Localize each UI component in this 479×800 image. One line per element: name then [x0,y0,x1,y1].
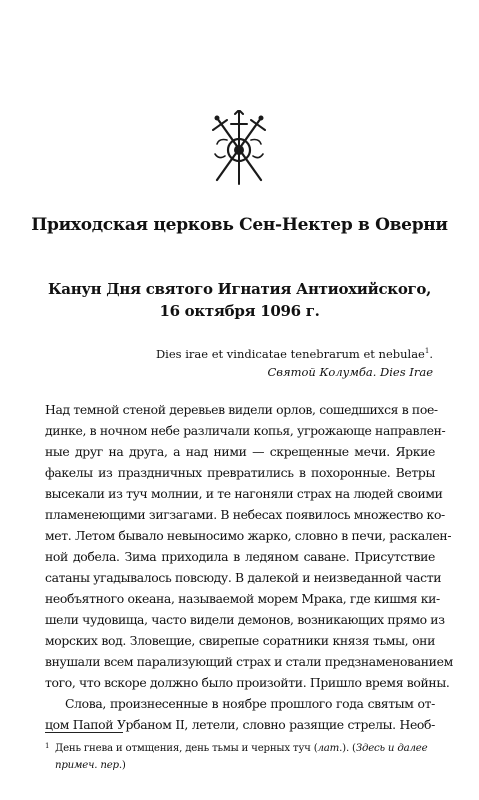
body-line: шели чудовища, часто видели демонов, возникающих прямо из [45,612,445,627]
body-line: высекали из туч молнии, и те нагоняли страх на людей своими [45,486,443,501]
body-line: цом Папой Урбаном II, летели, словно разящие стрелы. Необ- [45,717,435,732]
epigraph-period: . [429,346,433,361]
epigraph-quote [156,342,433,363]
footnote-text-part2: ). ( [342,743,356,754]
body-line: мет. Летом бывало невыносимо жарко, словно в печи, раскален- [45,528,452,543]
body-line: ные друг на друга, а над ними — скрещенные мечи. Яркие [45,444,435,459]
body-line: необъятного океана, называемой морем Мрака, где кишмя ки- [45,591,440,606]
subtitle-line-1: Канун Дня святого Игнатия Антиохийского, [47,280,432,298]
chapter-title: Приходская церковь Сен-Нектер в Оверни [31,215,448,235]
footnote-divider [45,732,123,733]
footnote-text-part1: День гнева и отмщения, день тьмы и черных туч ( [55,743,318,754]
footnote-note-line2: примеч. пер. [55,760,122,771]
footnote-lat: лат. [317,743,343,754]
epigraph-quote-text: Dies irae et vindicatae tenebrarum et nebulae [155,346,425,361]
footnote-line-1 [45,740,437,757]
body-line: Над темной стеной деревьев видели орлов, сошедшихся в пое- [45,402,438,417]
body-line: Слова, произнесенные в ноябре прошлого года святым от- [65,696,435,711]
body-line: сатаны угадывалось повсюду. В далекой и неизведанной части [45,570,442,585]
footnote [45,740,437,774]
body-line: того, что вскоре должно было произойти. Пришло время войны. [45,675,450,690]
epigraph-footnote-ref: 1 [424,347,430,355]
body-line: факелы из праздничных превратились в похоронные. Ветры [45,465,435,480]
body-text [45,399,453,735]
footnote-line2-end: ) [121,760,126,771]
footnote-line-2 [45,757,437,774]
body-line: пламенеющими зигзагами. В небесах появилось множество ко- [45,507,445,522]
subtitle-line-2: 16 октября 1096 г. [159,302,320,320]
epigraph-source: Святой Колумба. Dies Irae [267,364,433,379]
body-line: динке, в ночном небе различали копья, угрожающе направлен- [45,423,446,438]
chapter-subtitle [0,278,479,322]
epigraph [156,342,433,381]
body-line: ной добела. Зима приходила в ледяном саване. Присутствие [45,549,435,564]
footnote-note-italic: Здесь и далее [355,743,428,754]
body-line: морских вод. Зловещие, свирепые соратники князя тьмы, они [45,633,435,648]
footnote-marker: 1 [45,742,50,750]
crossed-swords-ornament-icon [207,110,271,186]
body-line: внушали всем парализующий страх и стали предзнаменованием [45,654,453,669]
